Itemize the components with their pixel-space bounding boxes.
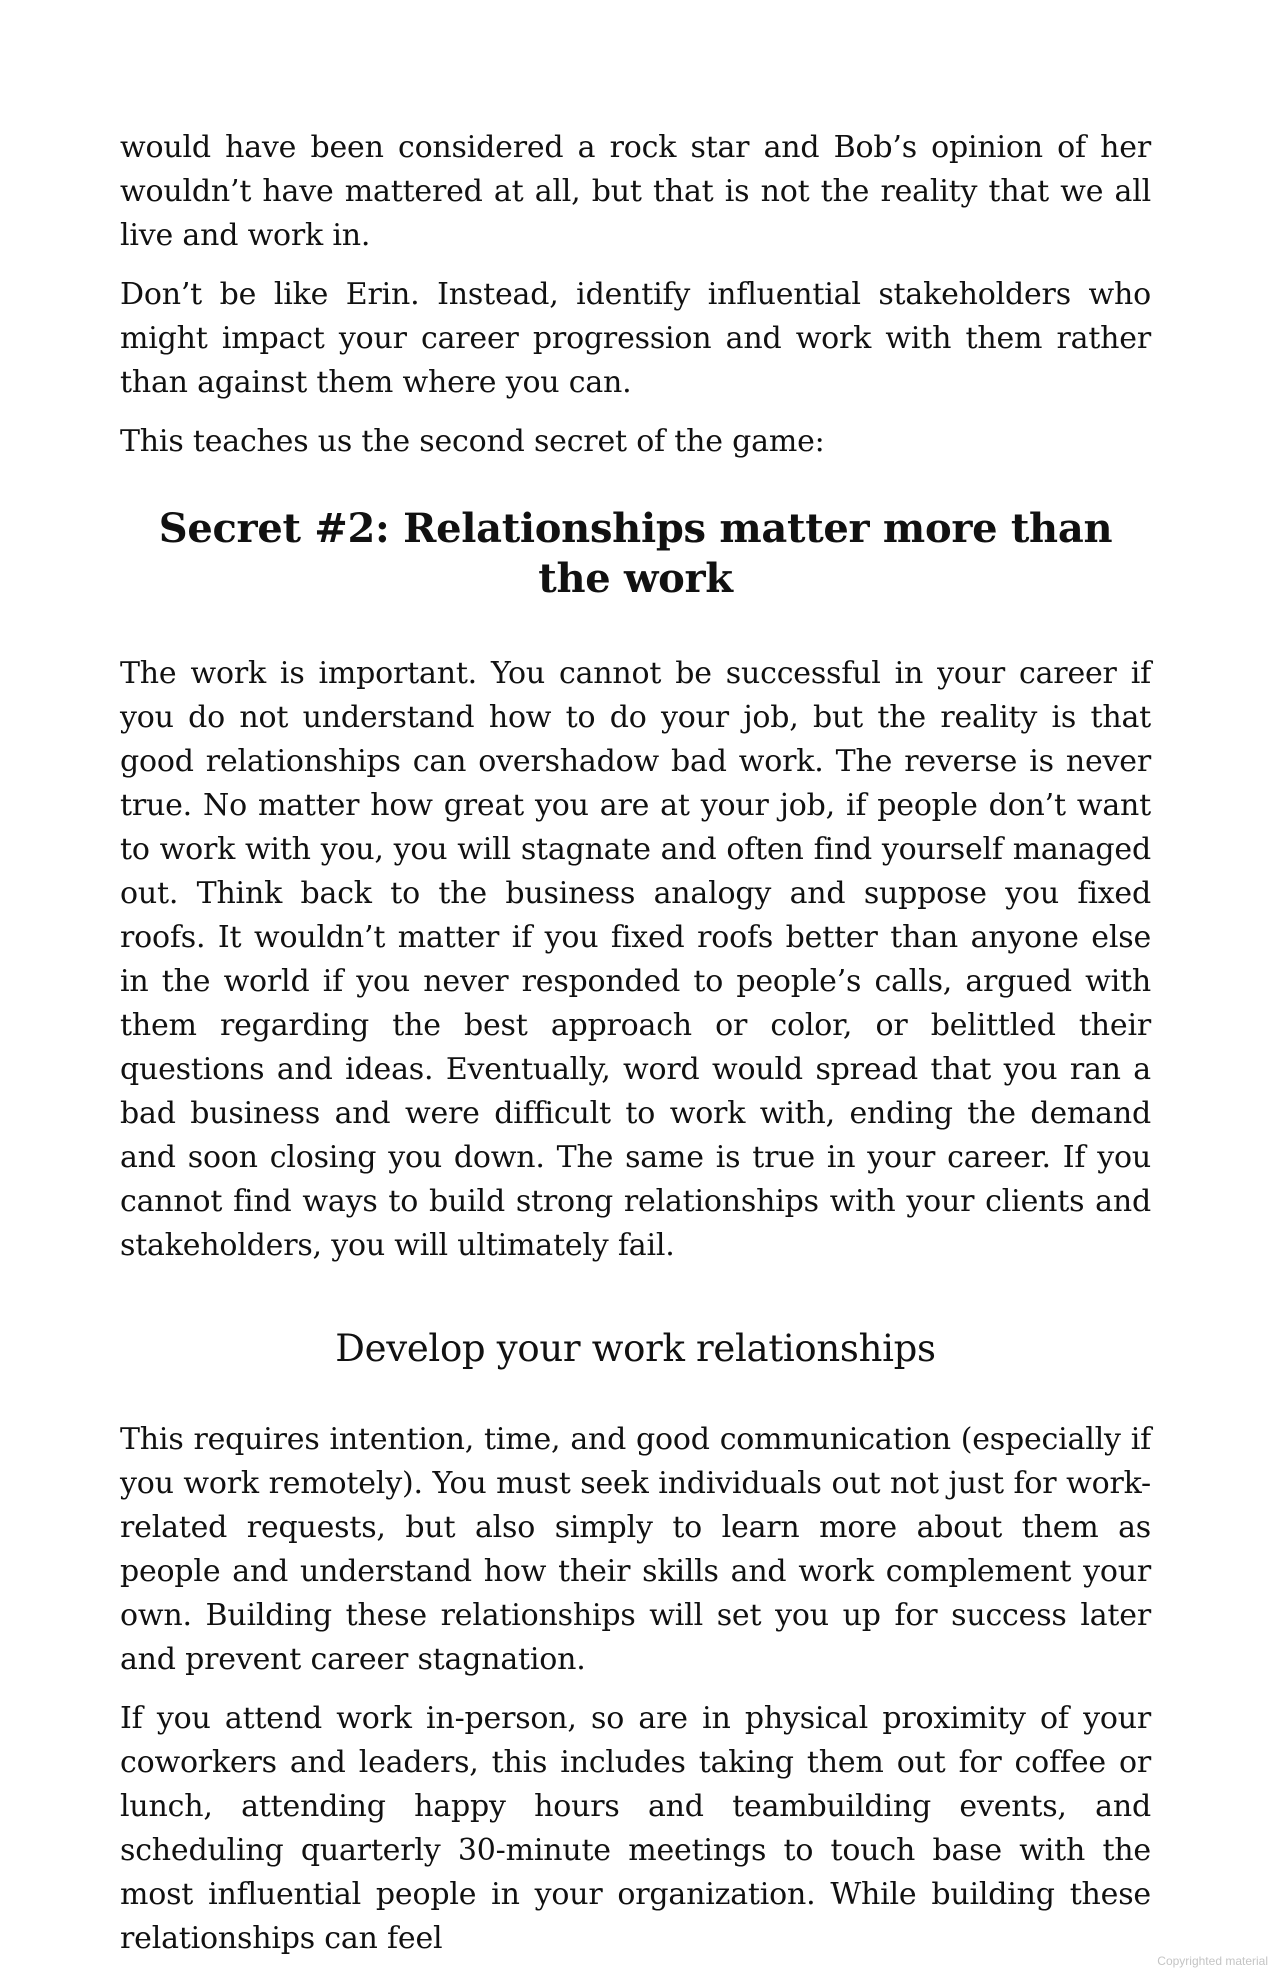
paragraph-section-2: If you attend work in-person, so are in physical proximity of your coworkers and leaders, this includes taking them out for coffee or lunch, attending happy hours and teambuilding events, and scheduling quarterly 30-minute meetings to touch base with the most influential people in your organization. While building these relationships can feel <box>120 1701 1151 1956</box>
paragraph-secret: The work is important. You cannot be successful in your career if you do not understand how to do your job, but the reality is that good relationships can overshadow bad work. The reverse is never true. No matter how great you are at your job, if people don’t want to work with you, you will stagnate and often find yourself managed out. Think back to the business analogy and suppose you fixed roofs. It wouldn’t matter if you fixed roofs better than anyone else in the world if you never responded to people’s calls, argued with them regarding the best approach or color, or belittled their questions and ideas. Eventually, word would spread that you ran a bad business and were difficult to work with, ending the demand and soon closing you down. The same is true in your career. If you cannot find ways to build strong relationships with your clients and stakeholders, you will ultimately fail. <box>120 656 1151 1263</box>
paragraph-intro-3: This teaches us the second secret of the game: <box>120 424 825 459</box>
paragraph-section-1: This requires intention, time, and good communication (especially if you work remotely). You must seek individuals out not just for work-related requests, but also simply to learn more about them as people and understand how their skills and work complement your own. Building these relationships will set you up for success later and prevent career stagnation. <box>120 1422 1151 1677</box>
book-page <box>120 126 1151 1961</box>
paragraph-intro-1: would have been considered a rock star and Bob’s opinion of her wouldn’t have mattered at all, but that is not the reality that we all live and work in. <box>120 130 1151 253</box>
copyright-watermark: Copyrighted material <box>1157 1954 1268 1968</box>
section-heading: Develop your work relationships <box>335 1327 936 1370</box>
paragraph-intro-2: Don’t be like Erin. Instead, identify influential stakeholders who might impact your career progression and work with them rather than against them where you can. <box>120 277 1151 400</box>
secret-heading: Secret #2: Relationships matter more than the work <box>158 505 1113 602</box>
